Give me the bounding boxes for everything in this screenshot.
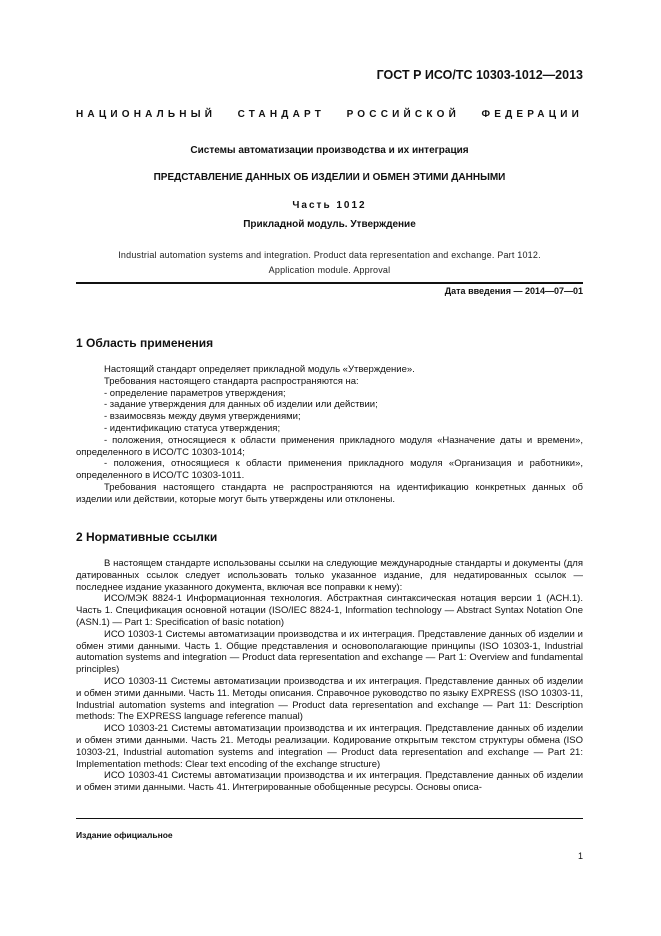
english-title — [76, 248, 583, 278]
official-edition-label: Издание официальное — [76, 830, 173, 840]
list-item: - положения, относящиеся к области применения прикладного модуля «Назначение даты и времени», определенного в ИСО/ТС 10303-1014; — [76, 434, 583, 458]
reference-entry: ИСО 10303-1 Системы автоматизации производства и их интеграция. Представление данных об изделии и обмен этими данными. Часть 1. Общие представления и основополагающие принципы (ISO 10303-1, Industrial automation systems and integration — Product data representation and exchange — Part 1: Overview and fundamental principles) — [76, 628, 583, 676]
main-title: ПРЕДСТАВЛЕНИЕ ДАННЫХ ОБ ИЗДЕЛИИ И ОБМЕН ЭТИМИ ДАННЫМИ — [153, 172, 506, 183]
banner-word: РОССИЙСКОЙ — [346, 109, 460, 120]
reference-entry: ИСО/МЭК 8824-1 Информационная технология. Абстрактная синтаксическая нотация версии 1 (АСН.1). Часть 1. Спецификация основной нотации (ISO/IEC 8824-1, Information technology — Abstract Syntax Notation One (ASN.1) — Part 1: Specification of basic notation) — [76, 593, 583, 628]
paragraph: Требования настоящего стандарта не распространяются на идентификацию конкретных данных об изделии или действии, которые могут быть утверждены или отклонены. — [76, 481, 583, 505]
list-item: - идентификацию статуса утверждения; — [104, 422, 281, 434]
section-1-title: 1 Область применения — [76, 336, 214, 350]
subtitle: Прикладной модуль. Утверждение — [243, 219, 416, 230]
banner-word: СТАНДАРТ — [237, 109, 326, 120]
reference-entry: ИСО 10303-11 Системы автоматизации производства и их интеграция. Представление данных об изделии и обмен этими данными. Часть 11. Методы описания. Справочное руководство по языку EXPRESS (ISO 10303-11, Industrial automation systems and integration — Product data representation and exchange — Part 11: Description methods: The EXPRESS language reference manual) — [76, 675, 583, 723]
list-item: - взаимосвязь между двумя утверждениями; — [104, 411, 301, 423]
header-rule — [76, 282, 583, 284]
paragraph: В настоящем стандарте использованы ссылки на следующие международные стандарты и документы (для датированных ссылок следует использовать только указанное издание, для недатированных ссылок — последнее издание указанного документа, включая все поправки к нему): — [76, 558, 583, 593]
list-item: - определение параметров утверждения; — [104, 387, 286, 399]
introduction-date: Дата введения — 2014—07—01 — [444, 286, 583, 296]
series-title: Системы автоматизации производства и их интеграция — [190, 145, 469, 156]
english-title-line: Industrial automation systems and integration. Product data representation and exchange. Part 1012. — [118, 250, 541, 260]
section-2-body — [76, 558, 583, 794]
list-item: - положения, относящиеся к области применения прикладного модуля «Организация и работники», определенного в ИСО/ТС 10303-1011. — [76, 458, 583, 482]
list-item: - задание утверждения для данных об изделии или действии; — [104, 399, 378, 411]
banner-word: НАЦИОНАЛЬНЫЙ — [76, 109, 217, 120]
reference-entry: ИСО 10303-21 Системы автоматизации производства и их интеграция. Представление данных об изделии и обмен этими данными. Часть 21. Методы реализации. Кодирование открытым текстом структуры обмена (ISO 10303-21, Industrial automation systems and integration — Product data representation and exchange — Part 21: Implementation methods: Clear text encoding of the exchange structure) — [76, 723, 583, 770]
section-1-body — [76, 364, 583, 506]
national-standard-banner — [76, 109, 583, 120]
english-title-line: Application module. Approval — [268, 265, 391, 275]
section-2-title: 2 Нормативные ссылки — [76, 530, 218, 544]
paragraph: Требования настоящего стандарта распространяются на: — [104, 375, 359, 387]
page-number: 1 — [577, 851, 583, 861]
footer-rule — [76, 818, 583, 819]
standard-code: ГОСТ Р ИСО/ТС 10303-1012—2013 — [376, 68, 583, 82]
reference-entry: ИСО 10303-41 Системы автоматизации производства и их интеграция. Представление данных об изделии и обмен этими данными. Часть 41. Интегрированные обобщенные ресурсы. Основы описа- — [76, 770, 583, 794]
paragraph: Настоящий стандарт определяет прикладной модуль «Утверждение». — [104, 364, 415, 375]
part-label: Часть 1012 — [292, 200, 367, 211]
banner-word: ФЕДЕРАЦИИ — [481, 109, 583, 120]
